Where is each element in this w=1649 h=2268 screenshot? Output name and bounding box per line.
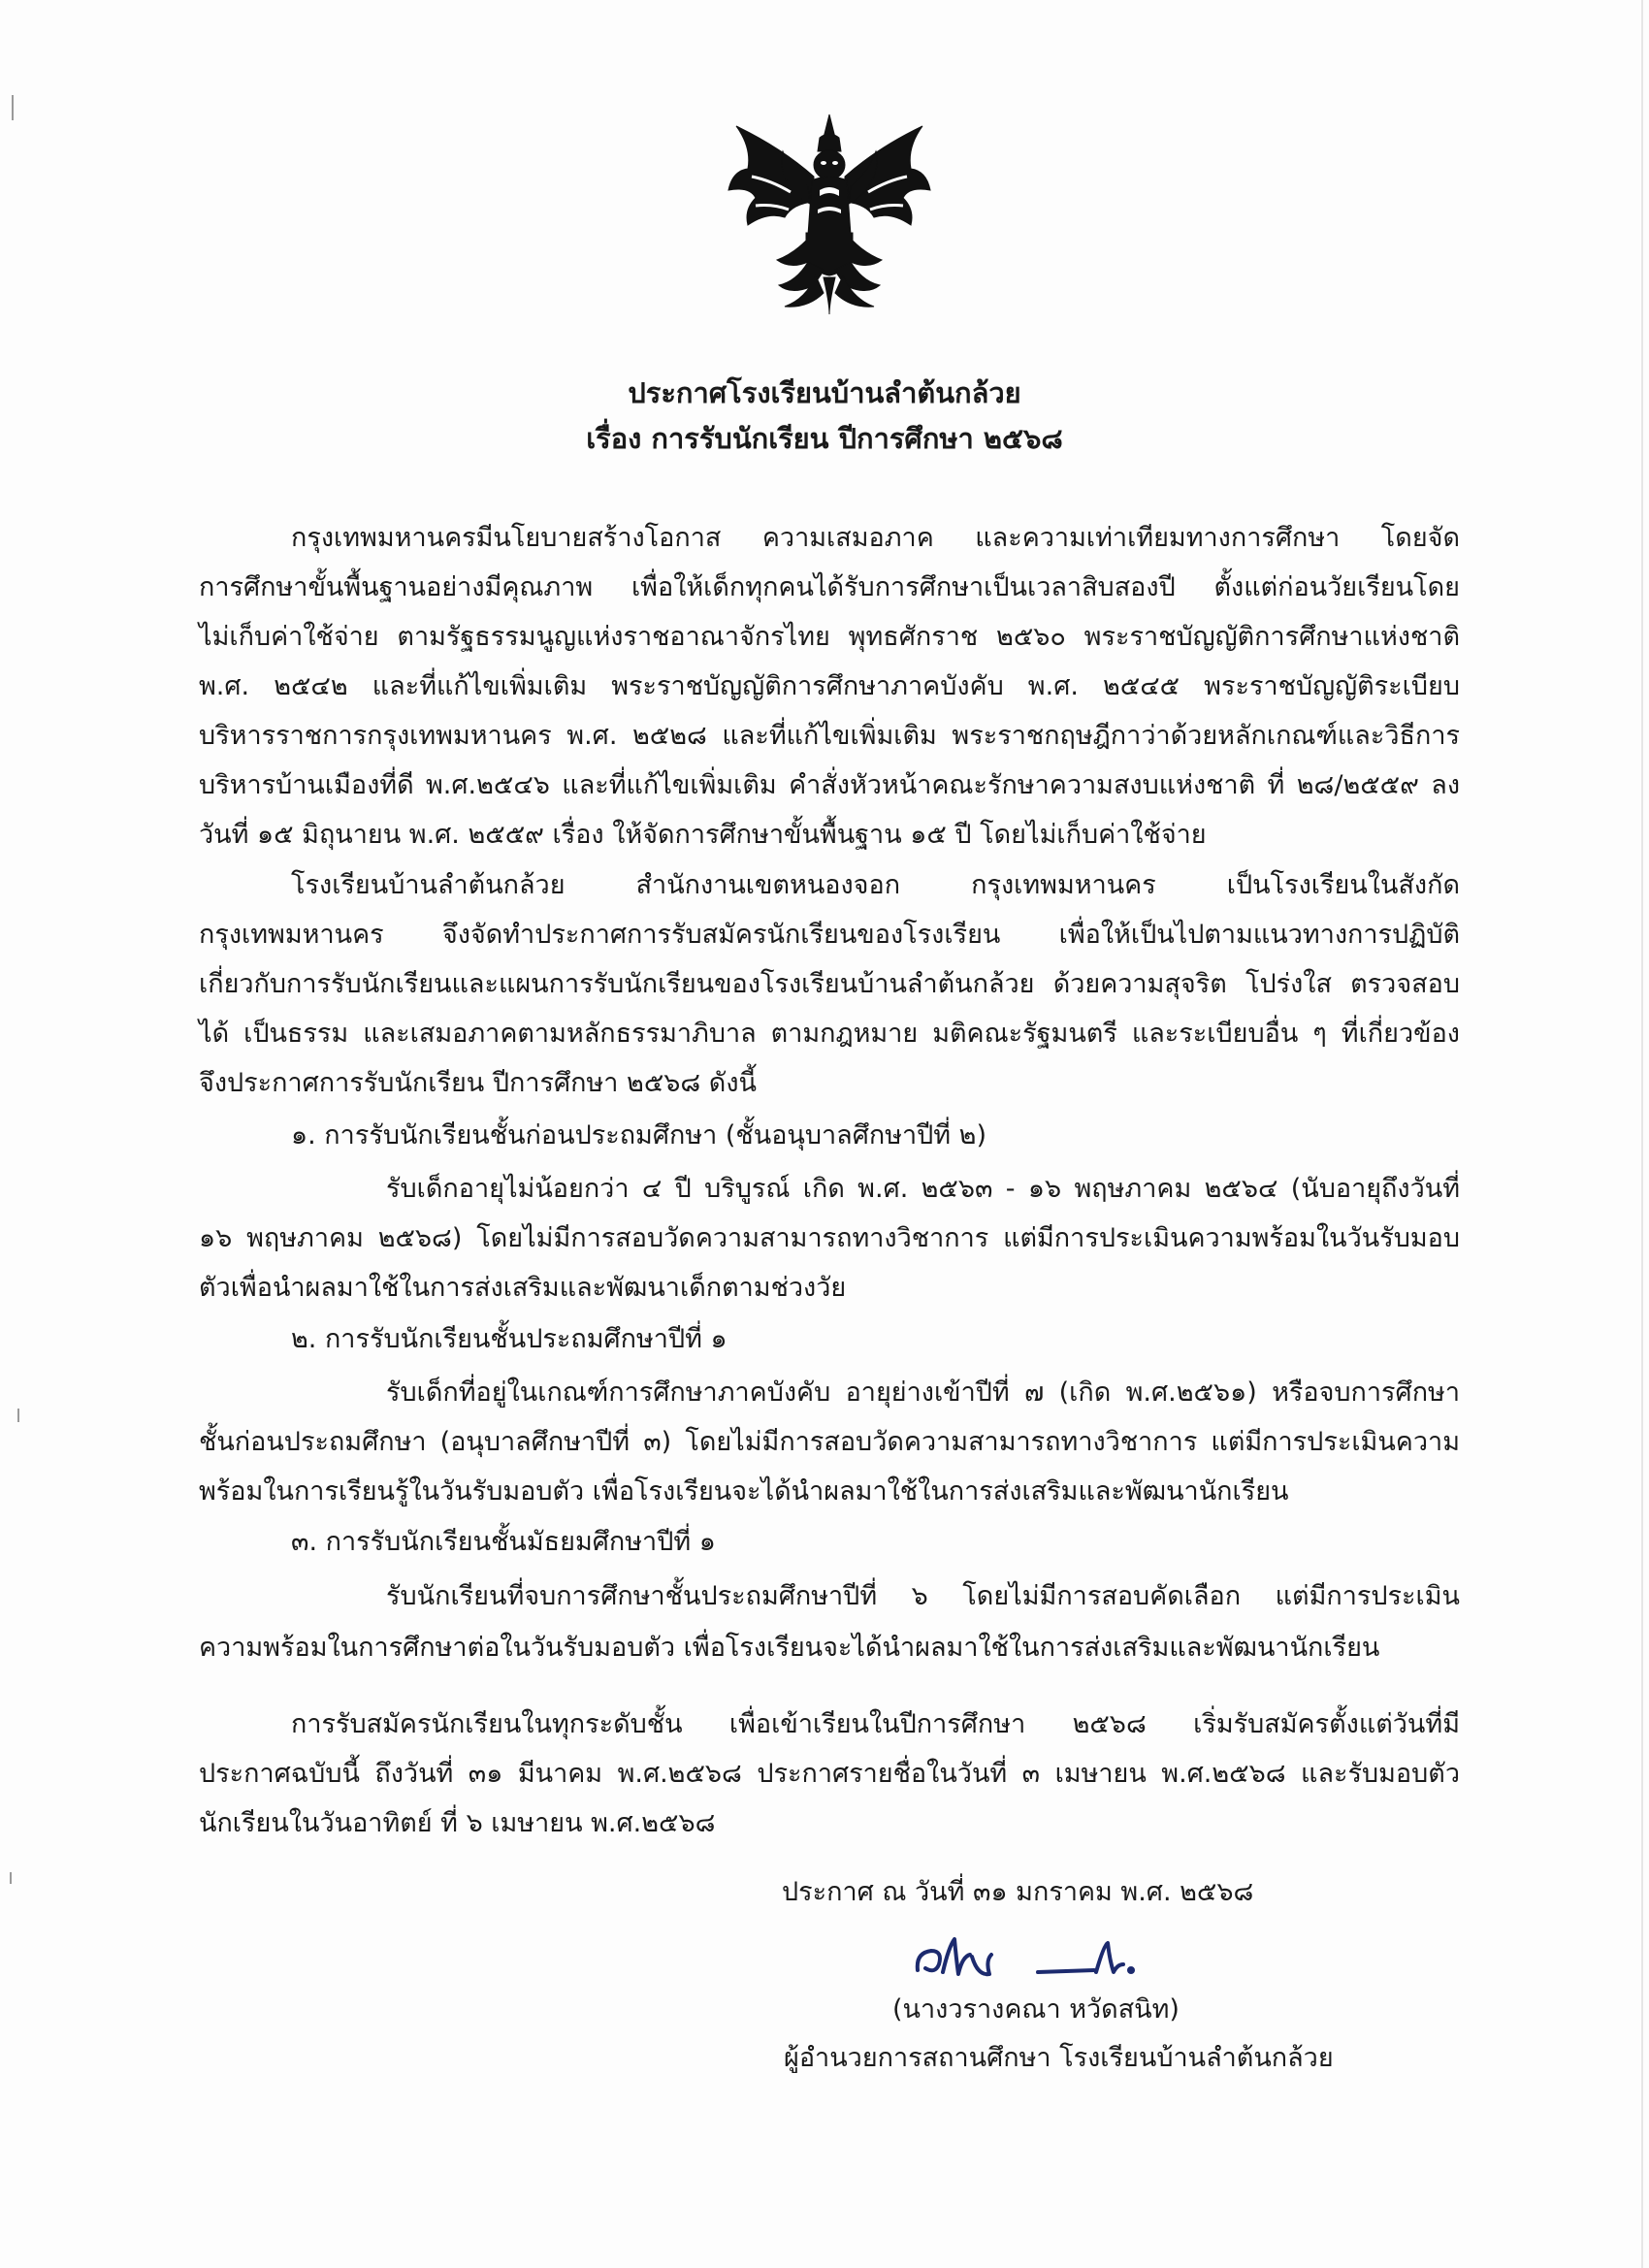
announcement-subject: เรื่อง การรับนักเรียน ปีการศึกษา ๒๕๖๘ (586, 422, 1063, 455)
paragraph-line: ประกาศฉบับนี้ ถึงวันที่ ๓๑ มีนาคม พ.ศ.๒๕๖๘ ประกาศรายชื่อในวันที่ ๓ เมษายน พ.ศ.๒๕๖๘ และรับมอบตัว (199, 1759, 1460, 1789)
item-line: พร้อมในการเรียนรู้ในวันรับมอบตัว เพื่อโรงเรียนจะได้นำผลมาใช้ในการส่งเสริมและพัฒนานักเรียน (199, 1476, 1289, 1507)
garuda-emblem-icon (723, 109, 936, 317)
item-line: ความพร้อมในการศึกษาต่อในวันรับมอบตัว เพื่อโรงเรียนจะได้นำผลมาใช้ในการส่งเสริมและพัฒนานักเรียน (199, 1633, 1380, 1663)
paragraph-line: นักเรียนในวันอาทิตย์ ที่ ๖ เมษายน พ.ศ.๒๕๖๘ (199, 1808, 716, 1838)
paragraph-line: กรุงเทพมหานคร จึงจัดทำประกาศการรับสมัครนักเรียนของโรงเรียน เพื่อให้เป็นไปตามแนวทางการปฏิบัติ (199, 920, 1460, 950)
paragraph-line: วันที่ ๑๕ มิถุนายน พ.ศ. ๒๕๕๙ เรื่อง ให้จัดการศึกษาขั้นพื้นฐาน ๑๕ ปี โดยไม่เก็บค่าใช้จ่าย (199, 820, 1207, 850)
signature-icon (910, 1918, 1162, 1995)
paragraph-line: กรุงเทพมหานครมีนโยบายสร้างโอกาส ความเสมอภาค และความเท่าเทียมทางการศึกษา โดยจัด (291, 523, 1460, 553)
paragraph-line: การรับสมัครนักเรียนในทุกระดับชั้น เพื่อเข้าเรียนในปีการศึกษา ๒๕๖๘ เริ่มรับสมัครตั้งแต่วันที่มี (291, 1709, 1460, 1739)
item-line: รับเด็กที่อยู่ในเกณฑ์การศึกษาภาคบังคับ อายุย่างเข้าปีที่ ๗ (เกิด พ.ศ.๒๕๖๑) หรือจบการศึกษา (386, 1377, 1460, 1408)
signer-title: ผู้อำนวยการสถานศึกษา โรงเรียนบ้านลำต้นกล้วย (784, 2043, 1334, 2073)
scan-edge (1641, 0, 1643, 2268)
paragraph-line: โรงเรียนบ้านลำต้นกล้วย สำนักงานเขตหนองจอก กรุงเทพมหานคร เป็นโรงเรียนในสังกัด (291, 870, 1460, 900)
item-line: รับนักเรียนที่จบการศึกษาชั้นประถมศึกษาปีที่ ๖ โดยไม่มีการสอบคัดเลือก แต่มีการประเมิน (386, 1581, 1460, 1611)
announcement-title: ประกาศโรงเรียนบ้านลำต้นกล้วย (628, 376, 1021, 409)
item-line: ชั้นก่อนประถมศึกษา (อนุบาลศึกษาปีที่ ๓) โดยไม่มีการสอบวัดความสามารถทางวิชาการ แต่มีการประเมินความ (199, 1427, 1460, 1457)
signer-name: (นางวรางคณา หวัดสนิท) (892, 1994, 1180, 2025)
announce-date: ประกาศ ณ วันที่ ๓๑ มกราคม พ.ศ. ๒๕๖๘ (782, 1877, 1254, 1907)
paragraph-line: พ.ศ. ๒๕๔๒ และที่แก้ไขเพิ่มเติม พระราชบัญญัติการศึกษาภาคบังคับ พ.ศ. ๒๕๔๕ พระราชบัญญัติระเบียบ (199, 671, 1460, 701)
scan-mark (12, 95, 14, 120)
scan-mark (10, 1872, 12, 1884)
scan-mark (17, 1409, 19, 1422)
paragraph-line: ไม่เก็บค่าใช้จ่าย ตามรัฐธรรมนูญแห่งราชอาณาจักรไทย พุทธศักราช ๒๕๖๐ พระราชบัญญัติการศึกษาแห่งชาติ (199, 622, 1460, 652)
item-heading: ๑. การรับนักเรียนชั้นก่อนประถมศึกษา (ชั้นอนุบาลศึกษาปีที่ ๒) (291, 1120, 987, 1150)
paragraph-line: ได้ เป็นธรรม และเสมอภาคตามหลักธรรมาภิบาล ตามกฎหมาย มติคณะรัฐมนตรี และระเบียบอื่น ๆ ที่เกี่ยวข้อง (199, 1019, 1460, 1049)
item-line: ตัวเพื่อนำผลมาใช้ในการส่งเสริมและพัฒนาเด็กตามช่วงวัย (199, 1273, 847, 1303)
item-line: ๑๖ พฤษภาคม ๒๕๖๘) โดยไม่มีการสอบวัดความสามารถทางวิชาการ แต่มีการประเมินความพร้อมในวันรับมอบ (199, 1223, 1460, 1253)
paragraph-line: บริหารบ้านเมืองที่ดี พ.ศ.๒๕๔๖ และที่แก้ไขเพิ่มเติม คำสั่งหัวหน้าคณะรักษาความสงบแห่งชาติ ที่ ๒๘/๒๕๕๙ ลง (199, 770, 1460, 800)
item-line: รับเด็กอายุไม่น้อยกว่า ๔ ปี บริบูรณ์ เกิด พ.ศ. ๒๕๖๓ - ๑๖ พฤษภาคม ๒๕๖๔ (นับอายุถึงวันที่ (386, 1174, 1460, 1204)
paragraph-line: การศึกษาขั้นพื้นฐานอย่างมีคุณภาพ เพื่อให้เด็กทุกคนได้รับการศึกษาเป็นเวลาสิบสองปี ตั้งแต่ก่อนวัยเรียนโดย (199, 572, 1460, 602)
item-heading: ๒. การรับนักเรียนชั้นประถมศึกษาปีที่ ๑ (291, 1324, 728, 1354)
paragraph-line: เกี่ยวกับการรับนักเรียนและแผนการรับนักเรียนของโรงเรียนบ้านลำต้นกล้วย ด้วยความสุจริต โปร่งใส ตรวจสอบ (199, 969, 1460, 999)
paragraph-line: บริหารราชการกรุงเทพมหานคร พ.ศ. ๒๕๒๘ และที่แก้ไขเพิ่มเติม พระราชกฤษฎีกาว่าด้วยหลักเกณฑ์และวิธีการ (199, 721, 1460, 751)
paragraph-line: จึงประกาศการรับนักเรียน ปีการศึกษา ๒๕๖๘ ดังนี้ (199, 1068, 757, 1098)
item-heading: ๓. การรับนักเรียนชั้นมัธยมศึกษาปีที่ ๑ (291, 1527, 716, 1557)
